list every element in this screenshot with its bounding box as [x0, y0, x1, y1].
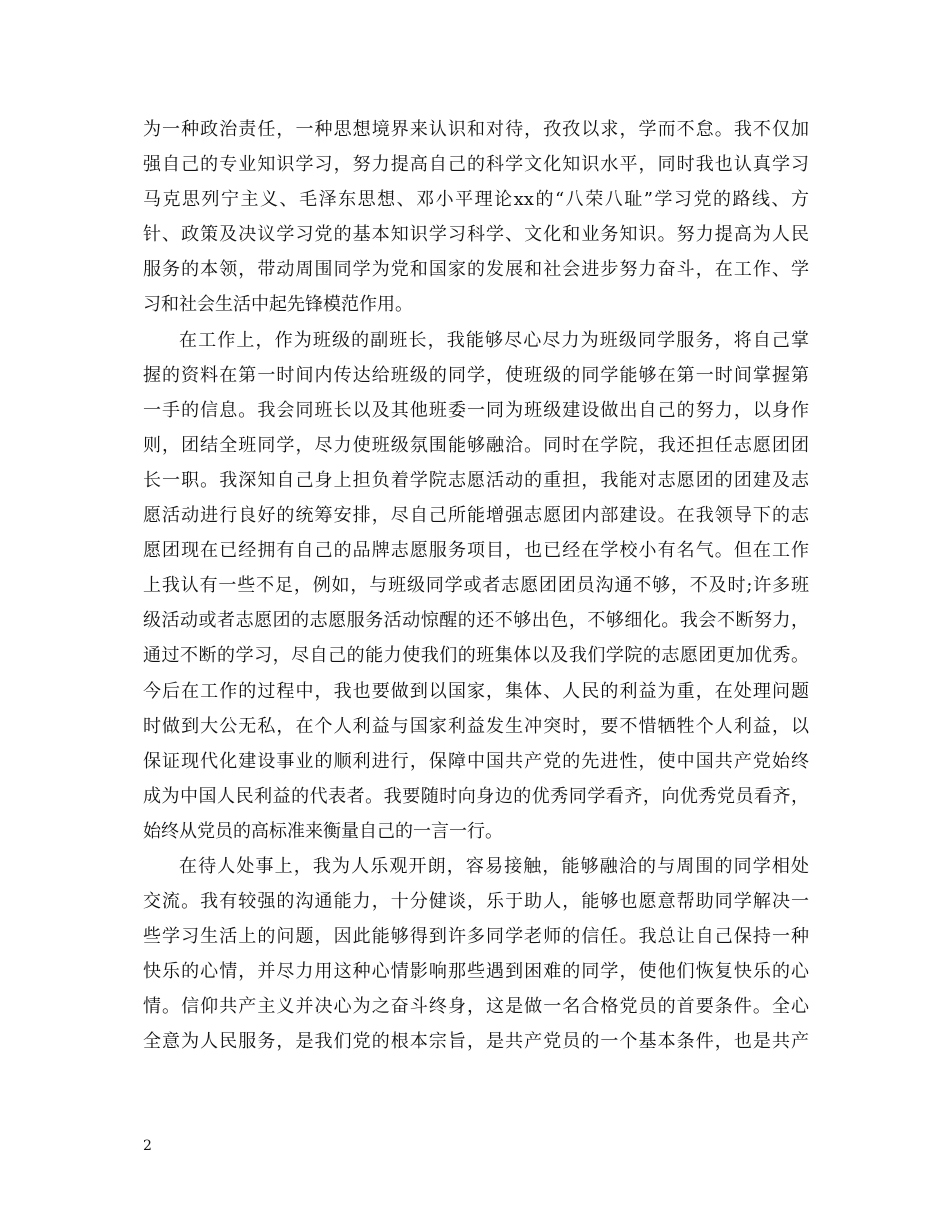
text-line: 些学习生活上的问题，因此能够得到许多同学老师的信任。我总让自己保持一种: [143, 926, 809, 948]
text-line: 习和社会生活中起先锋模范作用。: [143, 294, 413, 316]
text-line: 全意为人民服务，是我们党的根本宗旨，是共产党员的一个基本条件，也是共产: [143, 1031, 809, 1053]
text-line: 交流。我有较强的沟通能力，十分健谈，乐于助人，能够也愿意帮助同学解决一: [143, 891, 809, 913]
text-line: 级活动或者志愿团的志愿服务活动惊醒的还不够出色，不够细化。我会不断努力，: [143, 610, 809, 632]
text-line: 上我认有一些不足，例如，与班级同学或者志愿团团员沟通不够，不及时;许多班: [143, 575, 809, 597]
text-line: 情。信仰共产主义并决心为之奋斗终身，这是做一名合格党员的首要条件。全心: [143, 996, 809, 1018]
text-line: 强自己的专业知识学习，努力提高自己的科学文化知识水平，同时我也认真学习: [143, 154, 809, 176]
text-line: 握的资料在第一时间内传达给班级的同学，使班级的同学能够在第一时间掌握第: [143, 364, 809, 386]
text-line: 在待人处事上，我为人乐观开朗，容易接触，能够融洽的与周围的同学相处: [179, 855, 809, 877]
text-line: 愿活动进行良好的统筹安排，尽自己所能增强志愿团内部建设。在我领导下的志: [143, 505, 809, 527]
text-line: 在工作上，作为班级的副班长，我能够尽心尽力为班级同学服务，将自己掌: [179, 329, 809, 351]
paragraph-2: [143, 323, 809, 849]
text-line: 一手的信息。我会同班长以及其他班委一同为班级建设做出自己的努力，以身作: [143, 399, 809, 421]
paragraph-3: [143, 849, 809, 1060]
text-line: 服务的本领，带动周围同学为党和国家的发展和社会进步努力奋斗，在工作、学: [143, 259, 809, 281]
text-line: 时做到大公无私，在个人利益与国家利益发生冲突时，要不惜牺牲个人利益，以: [143, 715, 809, 737]
text-line: 愿团现在已经拥有自己的品牌志愿服务项目，也已经在学校小有名气。但在工作: [143, 540, 809, 562]
text-line: 为一种政治责任，一种思想境界来认识和对待，孜孜以求，学而不怠。我不仅加: [143, 119, 809, 140]
text-line: 成为中国人民利益的代表者。我要随时向身边的优秀同学看齐，向优秀党员看齐，: [143, 785, 809, 807]
text-line: 针、政策及决议学习党的基本知识学习科学、文化和业务知识。努力提高为人民: [143, 224, 809, 246]
text-line: 保证现代化建设事业的顺利进行，保障中国共产党的先进性，使中国共产党始终: [143, 750, 809, 772]
text-line: 则，团结全班同学，尽力使班级氛围能够融洽。同时在学院，我还担任志愿团团: [143, 434, 809, 456]
text-line: 快乐的心情，并尽力用这种心情影响那些遇到困难的同学，使他们恢复快乐的心: [143, 961, 809, 983]
text-line: 马克思列宁主义、毛泽东思想、邓小平理论xx的“八荣八耻”学习党的路线、方: [143, 189, 809, 211]
text-line: 长一职。我深知自己身上担负着学院志愿活动的重担，我能对志愿团的团建及志: [143, 469, 809, 491]
text-line: 通过不断的学习，尽自己的能力使我们的班集体以及我们学院的志愿团更加优秀。: [143, 645, 809, 667]
page-number: 2: [143, 1138, 152, 1154]
text-line: 今后在工作的过程中，我也要做到以国家，集体、人民的利益为重，在处理问题: [143, 680, 809, 702]
paragraph-1: [143, 112, 809, 323]
text-line: 始终从党员的高标准来衡量自己的一言一行。: [143, 820, 503, 842]
body-text: [143, 112, 809, 1060]
